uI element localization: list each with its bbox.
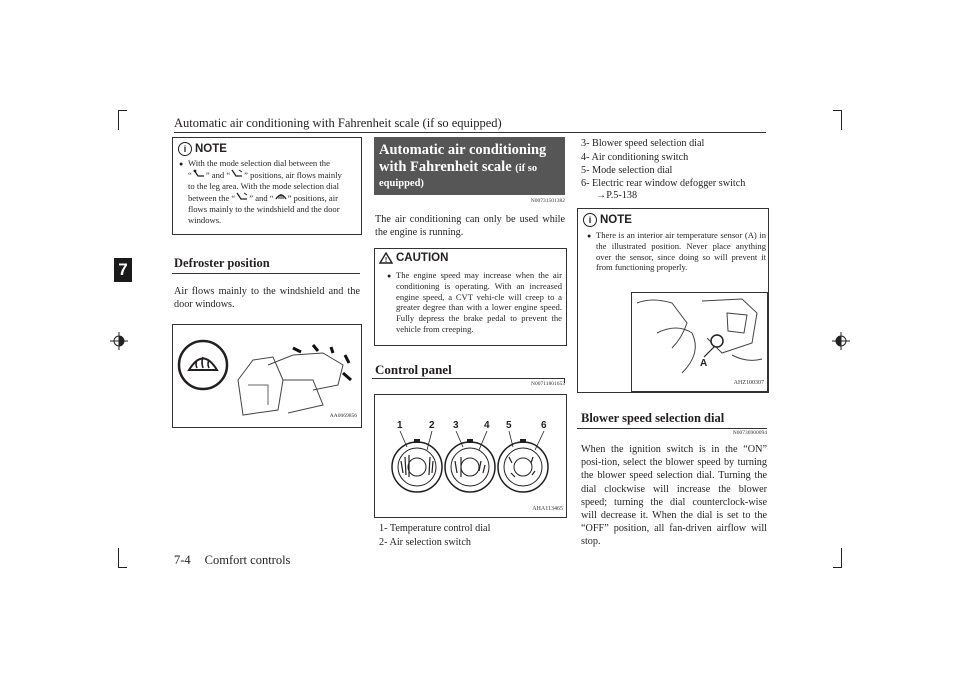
mode-foot-defrost-icon [230, 169, 244, 178]
chapter-tab: 7 [114, 258, 132, 282]
legend-item: 1- Temperature control dial [379, 523, 491, 534]
callout-number: 5 [506, 420, 512, 431]
car-interior-illustration [173, 325, 361, 427]
crop-mark [118, 548, 119, 568]
page-footer [174, 553, 290, 568]
note-box [577, 208, 769, 393]
caution-heading [379, 252, 448, 264]
info-icon: i [583, 213, 597, 227]
mode-foot-defrost-icon [235, 192, 249, 201]
figure-code: AA0069856 [329, 413, 357, 419]
sensor-figure [631, 292, 768, 392]
doc-code: N00731501382 [530, 198, 565, 204]
registration-mark [832, 332, 850, 350]
page-number: 7-4 [174, 553, 191, 567]
callout-number: 2 [429, 420, 435, 431]
dashboard-sensor-illustration [632, 293, 767, 391]
callout-number: 1 [397, 420, 403, 431]
note-label: NOTE [600, 214, 632, 226]
crop-mark [118, 110, 119, 130]
legend-item: 2- Air selection switch [379, 537, 471, 548]
note-text [188, 158, 360, 226]
legend-item: 5- Mode selection dial [581, 165, 673, 176]
note-heading [583, 213, 632, 227]
warning-triangle-icon [379, 252, 393, 264]
defroster-figure [172, 324, 362, 428]
defroster-body: Air flows mainly to the windshield and the door windows. [174, 286, 360, 311]
defroster-icon [274, 191, 288, 201]
crop-mark [118, 110, 127, 111]
legend-item: 4- Air conditioning switch [581, 152, 689, 163]
banner-line: with Fahrenheit scale (if so [379, 159, 538, 175]
legend-item: 6- Electric rear window defogger switch [581, 178, 746, 189]
crop-mark [118, 567, 127, 568]
registration-mark [110, 332, 128, 350]
callout-number: 4 [484, 420, 490, 431]
sensor-callout-label: A [700, 358, 708, 369]
mode-foot-icon [192, 169, 206, 178]
note-text: ● There is an interior air temperature sensor (A) in the illustrated position. Never place anything over the sensor, since doing so will prevent it from functioning properly. [596, 230, 766, 273]
control-panel-figure [374, 394, 567, 518]
note-line: to the leg area. With the mode selection dial [188, 180, 340, 191]
callout-number: 6 [541, 420, 547, 431]
banner-line: Automatic air conditioning [379, 142, 547, 158]
footer-section: Comfort controls [204, 553, 291, 567]
doc-code: N00711801653 [530, 381, 565, 387]
caution-text: ● The engine speed may increase when the air conditioning is operating. With an increased engine speed, a CVT vehi-cle will creep to a greater degree than with a lower engine speed. Fully depress the brake pedal to prevent the vehicle from creeping. [396, 270, 562, 335]
section-heading-blower: Blower speed selection dial [581, 411, 725, 425]
legend-item: 3- Blower speed selection dial [581, 138, 705, 149]
note-box [172, 137, 362, 235]
svg-text:!: ! [384, 257, 388, 264]
note-label: NOTE [195, 143, 227, 155]
note-line: between the “ ” and “ ” positions, air [188, 193, 338, 204]
section-rule [172, 273, 360, 274]
crop-mark [833, 567, 842, 568]
legend-page-ref: →P.5-138 [596, 190, 638, 201]
note-line: windows. [188, 214, 222, 225]
banner-line: equipped) [379, 178, 424, 189]
doc-code: N00736900094 [732, 430, 767, 436]
header-rule [174, 132, 766, 133]
figure-code: AHA113465 [532, 506, 563, 512]
caution-label: CAUTION [396, 252, 449, 264]
callout-number: 3 [453, 420, 459, 431]
info-icon: i [178, 142, 192, 156]
crop-mark [833, 110, 842, 111]
section-banner [374, 137, 565, 195]
note-line: flows mainly to the windshield and the door [188, 204, 340, 215]
figure-code: AHZ100307 [733, 380, 764, 386]
section-heading-defroster: Defroster position [174, 256, 270, 270]
intro-body: The air conditioning can only be used while the engine is running. [375, 214, 565, 239]
section-rule [577, 428, 767, 429]
control-panel-illustration [375, 395, 566, 517]
note-line: ● With the mode selection dial between the [188, 158, 360, 169]
caution-box [374, 248, 567, 346]
note-heading [178, 142, 227, 156]
page-header-title: Automatic air conditioning with Fahrenheit scale (if so equipped) [174, 116, 502, 130]
note-line: “ ” and “ ” positions, air flows mainly [188, 169, 342, 180]
blower-body: When the ignition switch is in the “ON” posi-tion, select the blower speed by turning the blower speed selection dial. Turning the dial clockwise will increase the blower speed; turning the dial counterclock-wise will decrease it. When the dial is set to the “OFF” position, all fan-driven airflow will stop. [581, 444, 767, 548]
section-heading-control-panel: Control panel [375, 362, 452, 377]
crop-mark [841, 110, 842, 130]
crop-mark [841, 548, 842, 568]
